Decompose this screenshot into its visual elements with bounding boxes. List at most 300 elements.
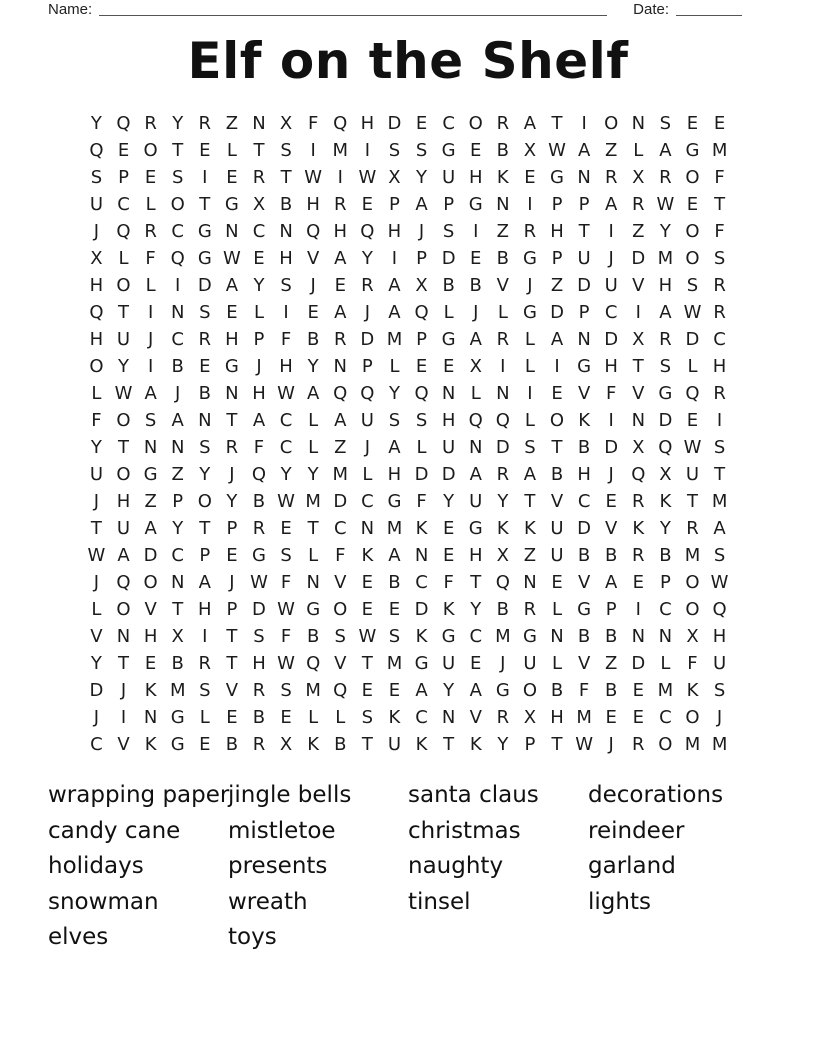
grid-letter: V: [577, 383, 591, 404]
grid-row: [83, 110, 733, 137]
grid-letter: D: [441, 248, 456, 269]
grid-letter: B: [469, 275, 482, 296]
grid-letter: J: [229, 572, 235, 593]
word-list-item: candy cane: [48, 817, 181, 844]
grid-letter: B: [659, 545, 672, 566]
grid-letter: U: [360, 410, 374, 431]
grid-letter: C: [252, 221, 266, 242]
grid-letter: R: [252, 734, 266, 755]
grid-letter: O: [658, 734, 673, 755]
grid-row: [83, 569, 733, 596]
grid-letter: E: [632, 572, 644, 593]
grid-letter: U: [442, 653, 456, 674]
grid-letter: O: [685, 599, 700, 620]
grid-letter: N: [658, 626, 673, 647]
grid-letter: K: [496, 518, 509, 539]
grid-letter: C: [577, 491, 591, 512]
grid-letter: M: [169, 680, 186, 701]
grid-letter: L: [443, 302, 454, 323]
grid-letter: E: [361, 680, 374, 701]
grid-letter: R: [686, 518, 699, 539]
grid-letter: C: [469, 626, 483, 647]
grid-letter: H: [225, 329, 239, 350]
grid-letter: U: [712, 653, 727, 674]
grid-letter: T: [226, 626, 238, 647]
grid-letter: E: [361, 572, 374, 593]
grid-letter: Q: [360, 221, 375, 242]
grid-letter: O: [143, 140, 158, 161]
grid-letter: T: [118, 302, 130, 323]
grid-letter: H: [279, 248, 293, 269]
grid-letter: B: [605, 680, 618, 701]
grid-letter: D: [631, 653, 646, 674]
grid-row: [83, 515, 733, 542]
grid-letter: U: [685, 464, 700, 485]
grid-letter: J: [93, 221, 100, 242]
grid-letter: B: [496, 248, 509, 269]
grid-row: [83, 137, 733, 164]
grid-letter: J: [93, 707, 100, 728]
grid-letter: Q: [468, 410, 483, 431]
grid-letter: Y: [118, 356, 130, 377]
grid-letter: O: [197, 491, 212, 512]
grid-letter: J: [364, 302, 371, 323]
grid-letter: L: [91, 383, 102, 404]
grid-letter: T: [118, 653, 130, 674]
grid-letter: F: [443, 572, 454, 593]
grid-row: [83, 704, 733, 731]
grid-letter: L: [145, 194, 156, 215]
grid-letter: E: [199, 734, 211, 755]
grid-letter: O: [143, 572, 158, 593]
grid-letter: B: [279, 194, 293, 215]
grid-letter: L: [524, 329, 535, 350]
grid-letter: S: [280, 545, 292, 566]
grid-letter: Y: [226, 491, 238, 512]
grid-letter: L: [633, 140, 644, 161]
grid-letter: R: [632, 194, 645, 215]
grid-letter: A: [550, 329, 564, 350]
grid-letter: V: [90, 626, 103, 647]
grid-letter: B: [334, 734, 347, 755]
grid-letter: L: [253, 302, 264, 323]
grid-letter: N: [550, 626, 564, 647]
grid-letter: Y: [443, 491, 455, 512]
grid-letter: R: [523, 221, 537, 242]
grid-letter: O: [685, 167, 700, 188]
grid-letter: Q: [712, 599, 727, 620]
grid-letter: B: [605, 626, 618, 647]
grid-letter: E: [280, 707, 292, 728]
grid-letter: G: [224, 194, 239, 215]
grid-letter: T: [199, 194, 211, 215]
grid-letter: I: [527, 383, 533, 404]
grid-letter: G: [468, 518, 483, 539]
grid-letter: R: [225, 437, 239, 458]
grid-letter: A: [469, 680, 482, 701]
grid-letter: S: [199, 680, 211, 701]
grid-letter: F: [606, 383, 617, 404]
grid-letter: D: [333, 491, 348, 512]
grid-letter: I: [635, 302, 641, 323]
grid-letter: T: [443, 734, 455, 755]
word-list-column: [408, 778, 588, 956]
grid-letter: J: [527, 275, 533, 296]
grid-letter: Y: [659, 221, 671, 242]
word-list-item: toys: [228, 924, 277, 951]
grid-row: [83, 245, 733, 272]
grid-letter: H: [252, 383, 266, 404]
word-list-item: holidays: [48, 853, 144, 880]
grid-letter: K: [307, 734, 320, 755]
grid-letter: I: [283, 302, 289, 323]
grid-letter: E: [307, 302, 319, 323]
grid-row: [83, 407, 733, 434]
grid-letter: R: [496, 464, 510, 485]
word-list-item: wrapping paper: [48, 782, 230, 808]
grid-letter: A: [469, 464, 482, 485]
grid-letter: F: [280, 626, 292, 647]
grid-letter: S: [442, 221, 455, 242]
grid-letter: N: [577, 329, 591, 350]
grid-letter: E: [226, 302, 238, 323]
grid-letter: E: [144, 167, 157, 188]
grid-letter: E: [226, 707, 238, 728]
grid-letter: S: [361, 707, 374, 728]
grid-letter: K: [442, 599, 455, 620]
grid-letter: M: [386, 518, 403, 539]
grid-letter: B: [306, 626, 320, 647]
grid-letter: L: [552, 653, 563, 674]
grid-row: [83, 191, 733, 218]
grid-letter: A: [415, 680, 428, 701]
grid-letter: I: [147, 302, 154, 323]
grid-letter: S: [253, 626, 265, 647]
grid-letter: E: [470, 653, 482, 674]
grid-row: [83, 272, 733, 299]
grid-letter: R: [334, 329, 347, 350]
grid-letter: F: [714, 221, 725, 242]
grid-letter: E: [388, 599, 401, 620]
grid-row: [83, 650, 733, 677]
grid-letter: A: [117, 545, 130, 566]
grid-letter: U: [577, 248, 591, 269]
grid-letter: D: [414, 464, 429, 485]
grid-letter: R: [144, 221, 157, 242]
grid-letter: G: [143, 464, 158, 485]
grid-letter: T: [280, 167, 292, 188]
grid-letter: E: [686, 194, 699, 215]
grid-letter: D: [197, 275, 212, 296]
grid-letter: H: [604, 356, 618, 377]
grid-letter: K: [144, 680, 157, 701]
grid-letter: X: [469, 356, 482, 377]
grid-letter: J: [93, 572, 100, 593]
grid-letter: J: [120, 680, 127, 701]
grid-letter: D: [441, 464, 456, 485]
grid-letter: W: [710, 572, 729, 593]
grid-letter: Y: [416, 167, 428, 188]
grid-letter: H: [143, 626, 158, 647]
grid-letter: N: [496, 383, 510, 404]
grid-letter: J: [93, 491, 100, 512]
word-list-item: santa claus: [408, 782, 539, 808]
grid-letter: G: [197, 221, 212, 242]
grid-letter: Y: [90, 653, 102, 674]
grid-letter: X: [496, 545, 509, 566]
grid-letter: W: [277, 383, 295, 404]
word-list-item: lights: [588, 888, 651, 915]
grid-letter: F: [335, 545, 346, 566]
grid-letter: Q: [306, 221, 321, 242]
grid-letter: B: [225, 734, 239, 755]
grid-letter: M: [332, 140, 349, 161]
grid-letter: C: [713, 329, 726, 350]
grid-letter: D: [89, 680, 104, 701]
grid-letter: M: [305, 680, 321, 701]
grid-letter: T: [361, 734, 373, 755]
grid-letter: U: [387, 734, 402, 755]
grid-letter: C: [415, 572, 428, 593]
grid-letter: S: [144, 410, 157, 431]
grid-letter: U: [523, 653, 537, 674]
grid-letter: J: [716, 707, 723, 728]
grid-letter: M: [684, 545, 701, 566]
grid-letter: J: [500, 653, 506, 674]
grid-letter: C: [361, 491, 374, 512]
grid-letter: U: [116, 518, 131, 539]
grid-letter: T: [551, 437, 563, 458]
grid-letter: D: [631, 248, 646, 269]
grid-letter: G: [468, 194, 483, 215]
grid-letter: L: [660, 653, 671, 674]
grid-letter: G: [658, 383, 673, 404]
grid-letter: N: [170, 302, 185, 323]
grid-letter: N: [360, 518, 375, 539]
grid-letter: F: [280, 329, 292, 350]
grid-letter: W: [277, 599, 295, 620]
grid-letter: C: [415, 707, 428, 728]
grid-letter: I: [473, 221, 479, 242]
grid-letter: R: [252, 680, 266, 701]
grid-letter: U: [442, 167, 456, 188]
grid-letter: G: [550, 167, 564, 188]
grid-letter: S: [90, 167, 103, 188]
grid-letter: O: [170, 194, 185, 215]
grid-letter: I: [554, 356, 560, 377]
grid-letter: G: [252, 545, 266, 566]
grid-letter: J: [147, 329, 154, 350]
grid-letter: C: [117, 194, 130, 215]
grid-letter: T: [714, 464, 726, 485]
grid-letter: W: [87, 545, 106, 566]
grid-letter: B: [388, 572, 401, 593]
grid-letter: I: [120, 707, 127, 728]
grid-letter: I: [391, 248, 398, 269]
grid-letter: T: [551, 734, 563, 755]
grid-letter: Q: [89, 140, 104, 161]
grid-letter: E: [524, 167, 536, 188]
grid-letter: S: [388, 626, 401, 647]
grid-letter: L: [470, 383, 481, 404]
grid-letter: M: [684, 734, 701, 755]
grid-letter: X: [632, 437, 645, 458]
grid-letter: A: [469, 329, 482, 350]
grid-letter: Q: [251, 464, 267, 485]
grid-letter: H: [468, 545, 483, 566]
grid-letter: S: [280, 275, 292, 296]
grid-letter: A: [577, 140, 591, 161]
grid-letter: P: [118, 167, 129, 188]
grid-letter: Y: [361, 248, 373, 269]
grid-letter: A: [523, 464, 537, 485]
grid-letter: E: [470, 248, 482, 269]
grid-letter: R: [632, 491, 645, 512]
grid-letter: W: [114, 383, 133, 404]
grid-letter: Z: [171, 464, 184, 485]
grid-letter: H: [360, 113, 375, 134]
grid-letter: R: [659, 167, 672, 188]
grid-letter: T: [199, 518, 211, 539]
grid-letter: K: [469, 734, 482, 755]
grid-letter: P: [416, 248, 427, 269]
grid-letter: H: [577, 464, 591, 485]
grid-letter: O: [89, 356, 104, 377]
grid-row: [83, 677, 733, 704]
grid-letter: E: [686, 113, 699, 134]
grid-letter: D: [685, 329, 700, 350]
grid-letter: G: [577, 356, 592, 377]
grid-letter: F: [416, 491, 427, 512]
grid-letter: R: [334, 194, 347, 215]
grid-letter: J: [608, 464, 614, 485]
word-list-item: reindeer: [588, 817, 685, 844]
grid-letter: G: [495, 680, 510, 701]
grid-letter: M: [711, 734, 728, 755]
grid-letter: A: [415, 194, 428, 215]
grid-letter: N: [225, 383, 239, 404]
grid-letter: I: [716, 410, 723, 431]
grid-letter: G: [522, 302, 537, 323]
grid-letter: D: [252, 599, 266, 620]
grid-letter: T: [686, 491, 698, 512]
grid-letter: B: [496, 599, 509, 620]
grid-letter: G: [441, 329, 456, 350]
grid-letter: L: [335, 707, 346, 728]
grid-letter: L: [199, 707, 210, 728]
grid-letter: N: [441, 383, 456, 404]
grid-letter: D: [143, 545, 158, 566]
grid-letter: E: [361, 599, 374, 620]
grid-letter: C: [604, 302, 618, 323]
grid-letter: E: [470, 140, 482, 161]
grid-letter: T: [632, 356, 644, 377]
grid-letter: E: [442, 545, 455, 566]
grid-letter: X: [686, 626, 699, 647]
grid-letter: Z: [225, 113, 239, 134]
grid-letter: Q: [360, 383, 375, 404]
grid-letter: T: [226, 653, 238, 674]
grid-letter: V: [225, 680, 239, 701]
grid-letter: Q: [116, 113, 131, 134]
grid-letter: I: [527, 194, 533, 215]
grid-letter: T: [90, 518, 102, 539]
grid-letter: O: [468, 113, 483, 134]
grid-letter: A: [605, 194, 618, 215]
word-list-item: snowman: [48, 888, 159, 915]
grid-letter: K: [632, 518, 645, 539]
word-list-item: naughty: [408, 853, 504, 880]
grid-letter: E: [713, 113, 726, 134]
grid-letter: E: [361, 194, 374, 215]
grid-letter: Q: [495, 410, 510, 431]
grid-letter: S: [659, 356, 672, 377]
grid-letter: B: [171, 653, 184, 674]
grid-letter: F: [578, 680, 590, 701]
page-title: Elf on the Shelf: [187, 32, 629, 90]
grid-letter: D: [604, 437, 619, 458]
puzzle-grid: [83, 110, 733, 758]
grid-row: [83, 164, 733, 191]
word-list-item: christmas: [408, 817, 521, 844]
grid-letter: T: [524, 491, 536, 512]
grid-letter: R: [604, 167, 618, 188]
grid-letter: C: [442, 113, 455, 134]
grid-letter: Y: [659, 518, 671, 539]
grid-letter: A: [144, 518, 157, 539]
grid-letter: E: [388, 680, 401, 701]
grid-letter: L: [308, 707, 319, 728]
grid-letter: X: [632, 329, 645, 350]
grid-letter: K: [524, 518, 536, 539]
grid-letter: S: [415, 410, 428, 431]
grid-letter: N: [496, 194, 510, 215]
grid-letter: H: [279, 356, 293, 377]
word-list-item: jingle bells: [228, 782, 352, 808]
grid-letter: U: [550, 545, 564, 566]
grid-letter: W: [277, 491, 295, 512]
grid-letter: Y: [172, 518, 184, 539]
grid-letter: V: [117, 734, 130, 755]
grid-letter: T: [118, 437, 130, 458]
word-list-item: mistletoe: [228, 817, 336, 844]
grid-letter: E: [415, 113, 428, 134]
grid-letter: N: [333, 356, 347, 377]
grid-letter: E: [226, 545, 238, 566]
grid-letter: K: [686, 680, 699, 701]
grid-letter: M: [711, 140, 728, 161]
grid-letter: B: [550, 680, 564, 701]
grid-letter: E: [415, 356, 428, 377]
grid-letter: V: [632, 383, 645, 404]
grid-row: [83, 542, 733, 569]
grid-letter: H: [89, 329, 104, 350]
name-line: [99, 1, 607, 16]
grid-letter: V: [307, 248, 320, 269]
grid-letter: T: [551, 113, 563, 134]
grid-letter: S: [280, 140, 292, 161]
grid-letter: R: [144, 113, 157, 134]
grid-letter: D: [360, 329, 375, 350]
grid-letter: B: [577, 545, 591, 566]
grid-letter: F: [145, 248, 156, 269]
grid-letter: X: [252, 194, 266, 215]
grid-letter: Q: [333, 113, 348, 134]
grid-letter: W: [548, 140, 566, 161]
grid-letter: I: [364, 140, 371, 161]
grid-letter: W: [683, 302, 702, 323]
grid-letter: S: [713, 248, 726, 269]
